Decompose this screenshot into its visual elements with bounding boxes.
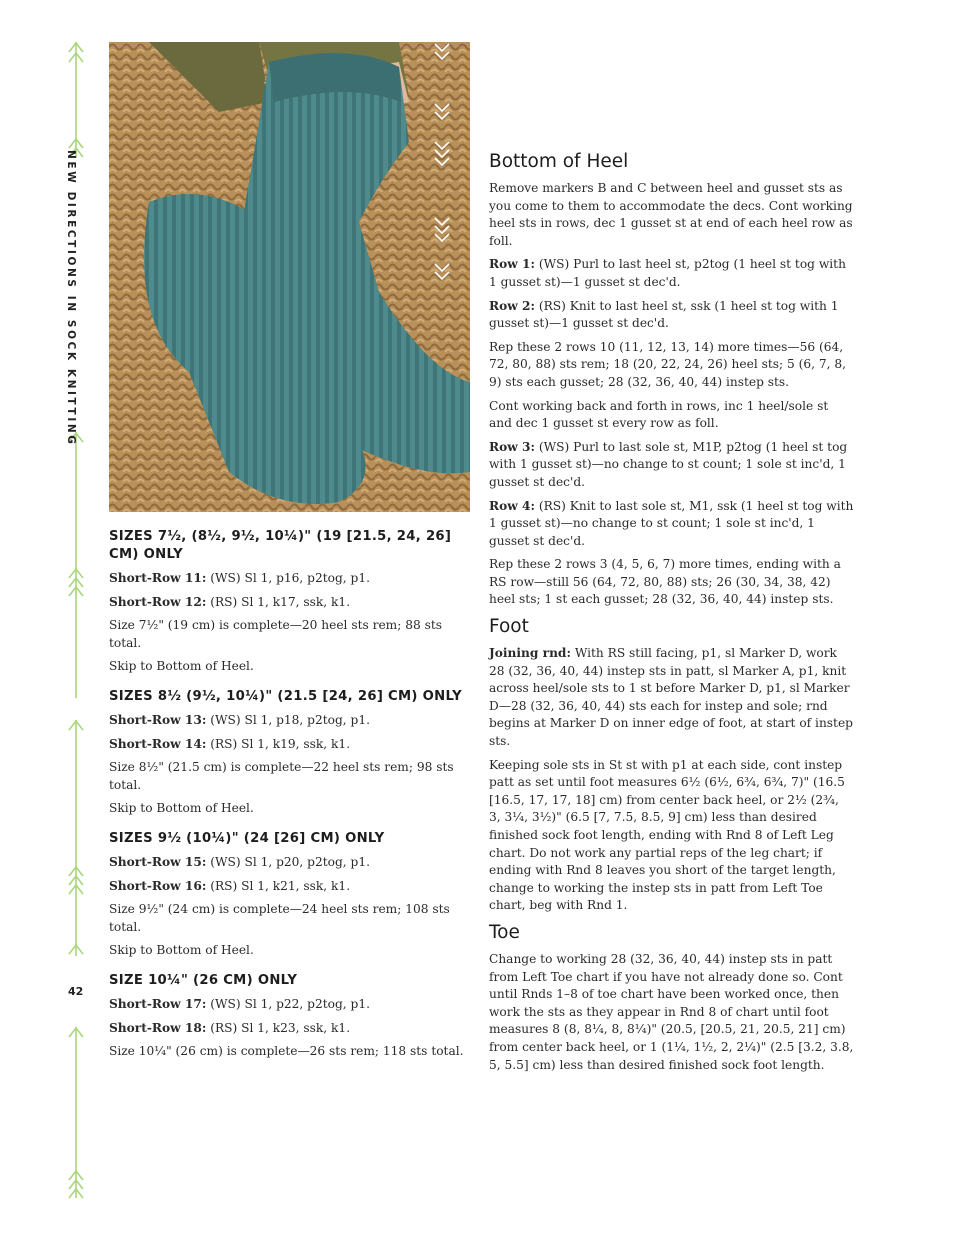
paragraph: Remove markers B and C between heel and gusset sts as you come to them to accommodate the decs. Cont working heel sts in rows, dec 1 gusset st at end of each heel row as foll. — [489, 181, 853, 248]
instruction-row: Short-Row 14: (RS) Sl 1, k19, ssk, k1. — [109, 736, 351, 751]
section-title: Bottom of Heel — [489, 151, 629, 172]
instruction-row: Short-Row 17: (WS) Sl 1, p22, p2tog, p1. — [109, 996, 370, 1011]
instruction-row: Row 1: (WS) Purl to last heel st, p2tog (1 heel st tog with 1 gusset st)—1 gusset st dec'd. — [489, 257, 846, 289]
left-column — [109, 528, 469, 1067]
instruction-row: Short-Row 12: (RS) Sl 1, k17, ssk, k1. — [109, 594, 351, 609]
running-head: NEW DIRECTIONS IN SOCK KNITTING — [65, 150, 77, 447]
instruction-row: Joining rnd: With RS still facing, p1, sl Marker D, work 28 (32, 36, 40, 44) instep sts in patt, sl Marker A, p1, knit across heel/sole sts to 1 st before Marker D, p1, sl Marker D—28 (32, 36, 40, 44) sts each for instep and sole; rnd begins at Marker D on inner edge of foot, at start of instep sts. — [489, 646, 853, 749]
section-heading: SIZES 8½ (9½, 10¼)" (21.5 [24, 26] CM) ONLY — [109, 688, 462, 704]
arrow-up-icon — [66, 40, 86, 160]
skip-note: Skip to Bottom of Heel. — [109, 659, 254, 674]
section-heading: SIZES 7½, (8½, 9½, 10¼)" (19 [21.5, 24, 26] CM) ONLY — [109, 529, 452, 562]
paragraph: Cont working back and forth in rows, inc 1 heel/sole st and dec 1 gusset st every row as foll. — [489, 398, 829, 431]
socks-photo — [109, 42, 470, 512]
section-heading: SIZE 10¼" (26 CM) ONLY — [109, 972, 298, 988]
instruction-row: Short-Row 11: (WS) Sl 1, p16, p2tog, p1. — [109, 571, 370, 585]
paragraph: Rep these 2 rows 10 (11, 12, 13, 14) more times—56 (64, 72, 80, 88) sts rem; 18 (20, 22, 24, 26) heel sts; 5 (6, 7, 8, 9) sts each gusset; 28 (32, 36, 40, 44) instep sts. — [489, 339, 846, 389]
instruction-row: Short-Row 18: (RS) Sl 1, k23, ssk, k1. — [109, 1020, 351, 1035]
instruction-row: Row 4: (RS) Knit to last sole st, M1, ssk (1 heel st tog with 1 gusset st)—no change to st count; 1 sole st inc'd, 1 gusset st dec'd. — [489, 498, 854, 548]
arrow-up-icon — [66, 1025, 86, 1200]
instruction-row: Row 3: (WS) Purl to last sole st, M1P, p2tog (1 heel st tog with 1 gusset st)—no change to st count; 1 sole st inc'd, 1 gusset st dec'd. — [489, 439, 848, 489]
size-note: Size 9½" (24 cm) is complete—24 heel sts rem; 108 sts total. — [109, 902, 450, 934]
section-title: Toe — [489, 921, 520, 943]
instruction-row: Short-Row 15: (WS) Sl 1, p20, p2tog, p1. — [109, 854, 370, 869]
size-note: Size 7½" (19 cm) is complete—20 heel sts rem; 88 sts total. — [109, 618, 442, 650]
size-note: Size 8½" (21.5 cm) is complete—22 heel sts rem; 98 sts total. — [109, 760, 454, 792]
skip-note: Skip to Bottom of Heel. — [109, 943, 254, 958]
instruction-row: Short-Row 13: (WS) Sl 1, p18, p2tog, p1. — [109, 712, 370, 727]
paragraph: Rep these 2 rows 3 (4, 5, 6, 7) more times, ending with a RS row—still 56 (64, 72, 80, 88) sts; 26 (30, 34, 38, 42) heel sts; 1 st each gusset; 28 (32, 36, 40, 44) instep sts. — [489, 557, 841, 607]
right-column — [489, 150, 854, 1080]
paragraph: Change to working 28 (32, 36, 40, 44) instep sts in patt from Left Toe chart if you have not already done so. Cont until Rnds 1–8 of toe chart have been worked once, then work the sts as they appear in Rnd 8 of chart until foot measures 8 (8, 8¼, 8, 8¼)" (20.5, [20.5, 21, 20.5, 21] cm) from center back heel, or 1 (1¼, 1½, 2, 2¼)" (2.5 [3.2, 3.8, 5, 5.5] cm) less than desired finished sock foot length. — [489, 951, 854, 1072]
paragraph: Keeping sole sts in St st with p1 at each side, cont instep patt as set until foot measures 6½ (6½, 6¾, 6¾, 7)" (16.5 [16.5, 17, 17, 18] cm) from center back heel, or 2½ (2¾, 3, 3¼, 3½)" (6.5 [7, 7.5, 8.5, 9] cm) less than desired finished sock foot length, ending with Rnd 8 of Left Leg chart. Do not work any partial reps of the leg chart; if ending with Rnd 8 leaves you short of the target length, change to working the instep sts in patt from Left Toe chart, beg with Rnd 1. — [489, 757, 845, 913]
chevron-down-icon — [432, 42, 452, 292]
arrow-up-icon — [66, 718, 86, 958]
arrow-up-icon — [66, 430, 86, 700]
section-heading: SIZES 9½ (10¼)" (24 [26] CM) ONLY — [109, 830, 385, 846]
instruction-row: Short-Row 16: (RS) Sl 1, k21, ssk, k1. — [109, 878, 351, 893]
size-note: Size 10¼" (26 cm) is complete—26 sts rem; 118 sts total. — [109, 1044, 464, 1059]
section-title: Foot — [489, 616, 529, 638]
teal-socks-photo-icon — [109, 42, 470, 512]
skip-note: Skip to Bottom of Heel. — [109, 801, 254, 816]
instruction-row: Row 2: (RS) Knit to last heel st, ssk (1 heel st tog with 1 gusset st)—1 gusset st dec'd. — [489, 298, 839, 331]
page-number: 42 — [68, 985, 84, 998]
